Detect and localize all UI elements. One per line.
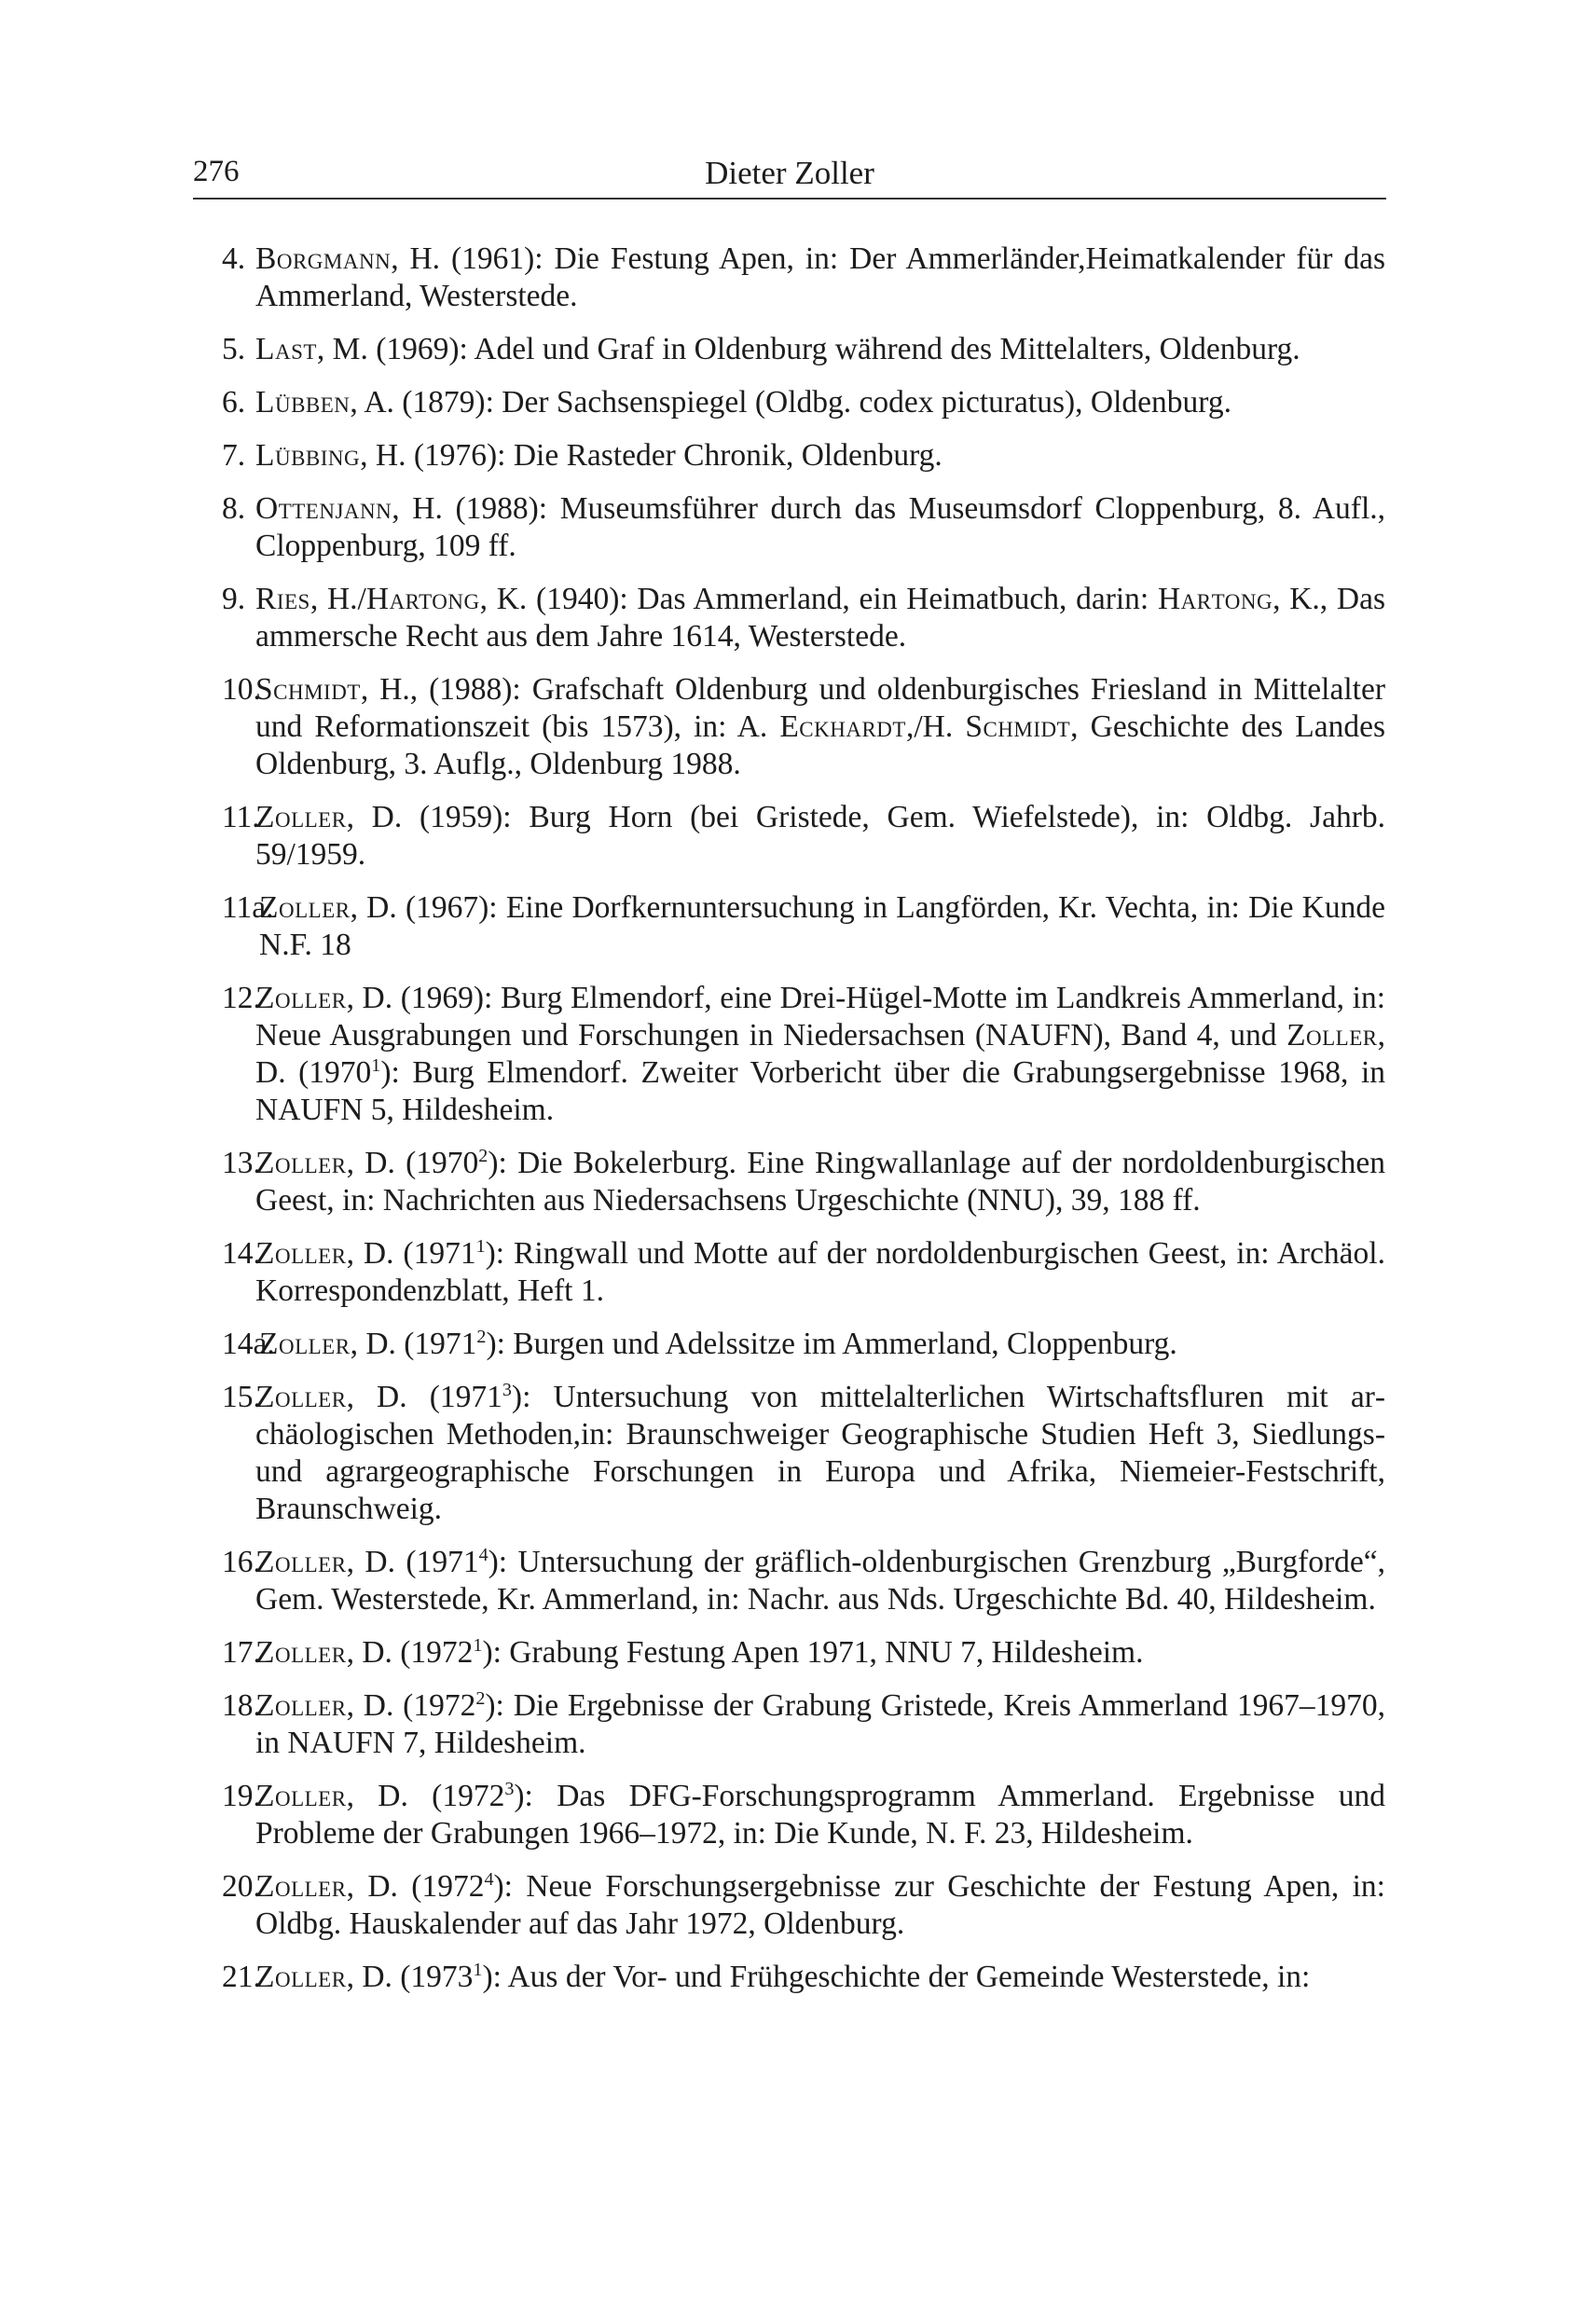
reference-item [222,1778,1385,1852]
reference-author: Zoller [255,1779,347,1813]
reference-text [255,1379,1385,1528]
reference-author: Lübbing [255,438,361,473]
reference-text [255,1959,1385,1996]
reference-details: ): Die Bokelerburg. Eine Ringwallanlage auf der nordoldenburgischen Geest, in: Nachrichten aus Niedersachsens Urgeschichte (NNU), 39, 188 ff. [255,1146,1385,1218]
reference-number: 11. [222,800,260,834]
reference-details: , D. (1967): Eine Dorfkernuntersuchung in Langförden, Kr. Vechta, in: Die Kunde N.F. 18 [259,890,1385,962]
superscript: 1 [473,1634,483,1656]
reference-item [222,1868,1385,1943]
reference-details: , D. (1971 [346,1236,476,1271]
superscript: 4 [484,1868,494,1890]
superscript: 1 [371,1054,381,1076]
reference-details: , Geschichte des Landes Oldenburg, 3. Auflg., Oldenburg 1988. [255,709,1386,781]
reference-number: 8. [222,491,246,526]
reference-text [255,1235,1385,1310]
reference-details: , D. (1972 [346,1779,505,1813]
running-head: Dieter Zoller [705,155,874,191]
reference-item [222,1326,1385,1363]
reference-author: Zoller [255,1545,347,1579]
reference-text [255,1778,1385,1852]
reference-details: , D. (1973 [346,1960,474,1994]
reference-text [255,437,1385,475]
reference-number: 4. [222,241,246,276]
reference-coauthor: Schmidt [965,709,1071,744]
superscript: 2 [478,1145,488,1166]
reference-number: 12. [222,981,261,1015]
reference-text [255,1868,1385,1943]
reference-author: Zoller [255,1635,347,1670]
reference-author: Zoller [255,1688,347,1723]
reference-number: 14a. [222,1327,275,1361]
reference-text [255,1634,1385,1672]
reference-author: Last [255,332,317,366]
reference-author: Lübben [255,385,351,420]
reference-number: 21. [222,1960,261,1994]
reference-text [255,1687,1385,1762]
superscript: 2 [475,1687,486,1709]
reference-number: 17. [222,1635,261,1670]
reference-text [259,889,1385,964]
reference-number: 18. [222,1688,261,1723]
reference-item [222,490,1385,565]
reference-coauthor: Eckhardt [779,709,906,744]
reference-item [222,1544,1385,1618]
reference-details: , M. (1969): Adel und Graf in Oldenburg während des Mittelalters, Oldenburg. [316,332,1300,366]
reference-details: ): Untersuchung von mittelalterlichen Wirtschaftsfluren mit archäologischen Methoden,in: Braunschweiger Geographische Studien Heft 3, Siedlungs- und agrargeographische Forschungen in Europa und Afrika, Niemeier-Festschrift, Braunschweig. [255,1380,1385,1526]
reference-number: 16. [222,1545,261,1579]
reference-details: , D. (1970 [346,1146,479,1180]
reference-item [222,889,1385,964]
reference-details: ): Untersuchung der gräflich-oldenburgischen Grenzburg „Burgforde“, Gem. Westerstede, Kr. Ammerland, in: Nachr. aus Nds. Urgeschichte Bd. 40, Hildesheim. [255,1545,1386,1617]
reference-text [255,980,1385,1129]
reference-details: , D. (1970 [255,1018,1385,1090]
reference-details: ): Burg Elmendorf. Zweiter Vorbericht über die Grabungsergebnisse 1968, in NAUFN 5, Hildesheim. [255,1055,1386,1127]
reference-details: , H. (1976): Die Rasteder Chronik, Oldenburg. [360,438,942,473]
reference-number: 11a. [222,890,274,925]
reference-number: 7. [222,438,246,473]
reference-item [222,1634,1385,1672]
reference-details: , D. (1972 [346,1688,476,1723]
reference-details: ): Aus der Vor- und Frühgeschichte der Gemeinde Westerstede, in: [482,1960,1311,1994]
reference-text [255,490,1385,565]
superscript: 3 [502,1379,512,1400]
reference-details: , D. (1969): Burg Elmendorf, eine Drei-Hügel-Motte im Landkreis Ammerland, in: Neue Ausgrabungen und Forschungen in Niedersachsen (NAUFN), Band 4, und [255,981,1385,1053]
reference-author: Borgmann [255,241,392,276]
reference-author: Zoller [255,1380,347,1414]
reference-details: , A. (1879): Der Sachsenspiegel (Oldbg. codex picturatus), Oldenburg. [350,385,1231,420]
reference-author: Schmidt [255,672,361,707]
reference-details: , D. (1971 [350,1327,477,1361]
page-number: 276 [193,155,240,188]
reference-author: Zoller [259,890,351,925]
reference-item [222,1235,1385,1310]
reference-item [222,1379,1385,1528]
reference-text [255,241,1385,315]
reference-item [222,384,1385,421]
reference-details: , H., (1988): Grafschaft Oldenburg und oldenburgisches Friesland in Mittelalter und Reformationszeit (bis 1573), in: A. [255,672,1385,744]
reference-text [255,671,1385,783]
reference-number: 9. [222,582,246,616]
reference-text [255,1544,1385,1618]
reference-item [222,1959,1385,1996]
reference-coauthor: Hartong [365,582,480,616]
reference-details: , K. (1940): Das Ammerland, ein Heimatbuch, darin: [479,582,1158,616]
reference-text [255,331,1385,368]
reference-number: 13. [222,1146,261,1180]
reference-details: , D. (1959): Burg Horn (bei Gristede, Gem. Wiefelstede), in: Oldbg. Jahrb. 59/1959. [255,800,1385,872]
reference-details: , D. (1972 [346,1635,474,1670]
reference-author: Zoller [255,981,347,1015]
reference-text [255,1145,1385,1219]
reference-coauthor: Zoller [1286,1018,1378,1053]
reference-item [222,437,1385,475]
reference-author: Zoller [255,1869,347,1904]
reference-number: 5. [222,332,246,366]
page-header [193,147,1386,200]
reference-details: ): Neue Forschungsergebnisse zur Geschichte der Festung Apen, in: Oldbg. Hauskalender auf das Jahr 1972, Oldenburg. [255,1869,1385,1941]
reference-text [255,581,1385,655]
reference-author: Zoller [255,800,347,834]
superscript: 1 [473,1959,483,1980]
reference-details: ): Burgen und Adelssitze im Ammerland, Cloppenburg. [486,1327,1177,1361]
superscript: 3 [504,1778,515,1799]
reference-author: Zoller [255,1236,347,1271]
reference-details: , D. (1972 [346,1869,485,1904]
superscript: 1 [475,1235,486,1257]
superscript: 2 [476,1326,487,1347]
reference-text [255,384,1385,421]
reference-details: , H. (1961): Die Festung Apen, in: Der Ammerländer,Heimatkalender für das Ammerland, Westerstede. [255,241,1385,313]
superscript: 4 [478,1544,488,1565]
reference-details: ): Die Ergebnisse der Grabung Gristede, Kreis Ammerland 1967–1970, in NAUFN 7, Hildesheim. [255,1688,1385,1760]
reference-number: 6. [222,385,246,420]
reference-author: Zoller [255,1146,347,1180]
reference-item [222,331,1385,368]
reference-author: Zoller [255,1960,347,1994]
reference-details: , H. (1988): Museumsführer durch das Museumsdorf Cloppenburg, 8. Aufl., Cloppenburg, 109 ff. [255,491,1385,563]
reference-text [259,1326,1385,1363]
reference-text [255,799,1385,874]
reference-details: ): Ringwall und Motte auf der nordoldenburgischen Geest, in: Archäol. Korrespondenzblatt, Heft 1. [255,1236,1385,1308]
reference-details: , H./ [310,582,366,616]
reference-details: , D. (1971 [346,1545,479,1579]
reference-author: Ries [255,582,310,616]
reference-author: Zoller [259,1327,351,1361]
reference-number: 20. [222,1869,261,1904]
reference-item [222,799,1385,874]
reference-author: Ottenjann [255,491,392,526]
reference-details: ): Das DFG-Forschungsprogramm Ammerland. Ergebnisse und Probleme der Grabungen 1966–1972, in: Die Kunde, N. F. 23, Hildesheim. [255,1779,1385,1851]
reference-list [222,241,1385,2028]
reference-item [222,581,1385,655]
reference-details: ,/H. [905,709,966,744]
reference-item [222,241,1385,315]
reference-number: 14. [222,1236,261,1271]
reference-item [222,980,1385,1129]
reference-item [222,1687,1385,1762]
reference-details: , K., Das ammersche Recht aus dem Jahre 1614, Westerstede. [255,582,1386,654]
reference-number: 10. [222,672,261,707]
reference-item [222,671,1385,783]
reference-coauthor: Hartong [1157,582,1273,616]
reference-number: 15. [222,1380,261,1414]
reference-details: , D. (1971 [346,1380,502,1414]
reference-number: 19. [222,1779,261,1813]
reference-details: ): Grabung Festung Apen 1971, NNU 7, Hildesheim. [482,1635,1144,1670]
reference-item [222,1145,1385,1219]
